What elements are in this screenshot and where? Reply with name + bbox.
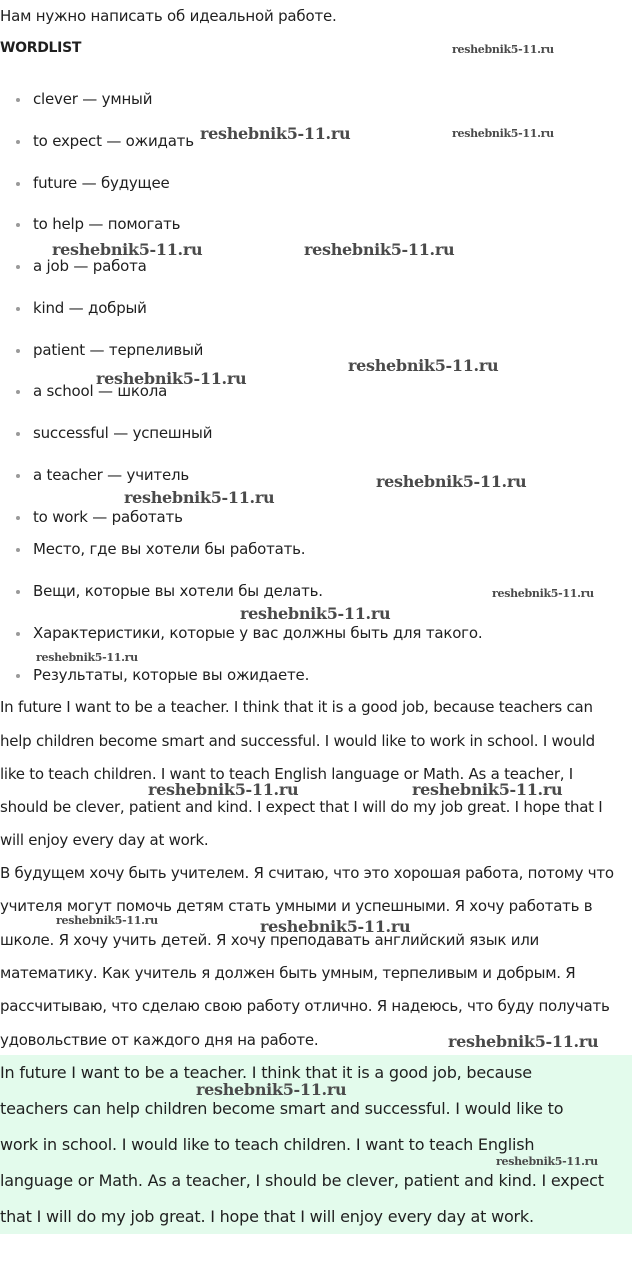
intro-text: Нам нужно написать об идеальной работе.: [0, 7, 337, 25]
paragraph-line: школе. Я хочу учить детей. Я хочу преподавать английский язык или: [0, 931, 540, 949]
paragraph-line: математику. Как учитель я должен быть умным, терпеливым и добрым. Я: [0, 964, 576, 982]
watermark: reshebnik5-11.ru: [52, 240, 203, 259]
watermark: reshebnik5-11.ru: [348, 356, 499, 375]
paragraph-line: will enjoy every day at work.: [0, 831, 209, 849]
watermark: reshebnik5-11.ru: [96, 369, 247, 388]
list-item: to work — работать: [33, 508, 183, 526]
watermark: reshebnik5-11.ru: [240, 604, 391, 623]
watermark: reshebnik5-11.ru: [376, 472, 527, 491]
answer-line: work in school. I would like to teach children. I want to teach English: [0, 1135, 535, 1154]
list-item: Результаты, которые вы ожидаете.: [33, 666, 310, 684]
list-item: Место, где вы хотели бы работать.: [33, 540, 306, 558]
list-item: future — будущее: [33, 174, 170, 192]
list-item: Характеристики, которые у вас должны быть для такого.: [33, 624, 483, 642]
watermark: reshebnik5-11.ru: [36, 651, 138, 664]
watermark: reshebnik5-11.ru: [56, 914, 158, 927]
answer-line: that I will do my job great. I hope that I will enjoy every day at work.: [0, 1207, 534, 1226]
list-item: patient — терпеливый: [33, 341, 204, 359]
list-item: successful — успешный: [33, 424, 213, 442]
answer-line: teachers can help children become smart and successful. I would like to: [0, 1099, 564, 1118]
list-item: Вещи, которые вы хотели бы делать.: [33, 582, 323, 600]
watermark: reshebnik5-11.ru: [496, 1155, 598, 1168]
list-item: to expect — ожидать: [33, 132, 194, 150]
watermark: reshebnik5-11.ru: [448, 1032, 599, 1051]
paragraph-line: рассчитываю, что сделаю свою работу отлично. Я надеюсь, что буду получать: [0, 997, 610, 1015]
answer-line: In future I want to be a teacher. I think that it is a good job, because: [0, 1063, 532, 1082]
watermark: reshebnik5-11.ru: [492, 587, 594, 600]
watermark: reshebnik5-11.ru: [304, 240, 455, 259]
paragraph-line: учителя могут помочь детям стать умными и успешными. Я хочу работать в: [0, 897, 593, 915]
list-item: a job — работа: [33, 257, 147, 275]
watermark: reshebnik5-11.ru: [124, 488, 275, 507]
paragraph-line: удовольствие от каждого дня на работе.: [0, 1031, 319, 1049]
watermark: reshebnik5-11.ru: [452, 43, 554, 56]
list-item: clever — умный: [33, 90, 153, 108]
watermark: reshebnik5-11.ru: [196, 1080, 347, 1099]
paragraph-line: like to teach children. I want to teach English language or Math. As a teacher, I: [0, 765, 573, 783]
watermark: reshebnik5-11.ru: [148, 780, 299, 799]
wordlist-title: WORDLIST: [0, 40, 82, 56]
watermark: reshebnik5-11.ru: [200, 124, 351, 143]
list-item: kind — добрый: [33, 299, 147, 317]
paragraph-line: В будущем хочу быть учителем. Я считаю, что это хорошая работа, потому что: [0, 864, 614, 882]
list-item: a teacher — учитель: [33, 466, 190, 484]
watermark: reshebnik5-11.ru: [412, 780, 563, 799]
watermark: reshebnik5-11.ru: [452, 127, 554, 140]
watermark: reshebnik5-11.ru: [260, 917, 411, 936]
paragraph-line: should be clever, patient and kind. I expect that I will do my job great. I hope that I: [0, 798, 603, 816]
answer-line: language or Math. As a teacher, I should be clever, patient and kind. I expect: [0, 1171, 604, 1190]
list-item: to help — помогать: [33, 215, 181, 233]
paragraph-line: In future I want to be a teacher. I think that it is a good job, because teachers can: [0, 698, 593, 716]
list-item: a school — школа: [33, 382, 168, 400]
paragraph-line: help children become smart and successful. I would like to work in school. I would: [0, 732, 595, 750]
